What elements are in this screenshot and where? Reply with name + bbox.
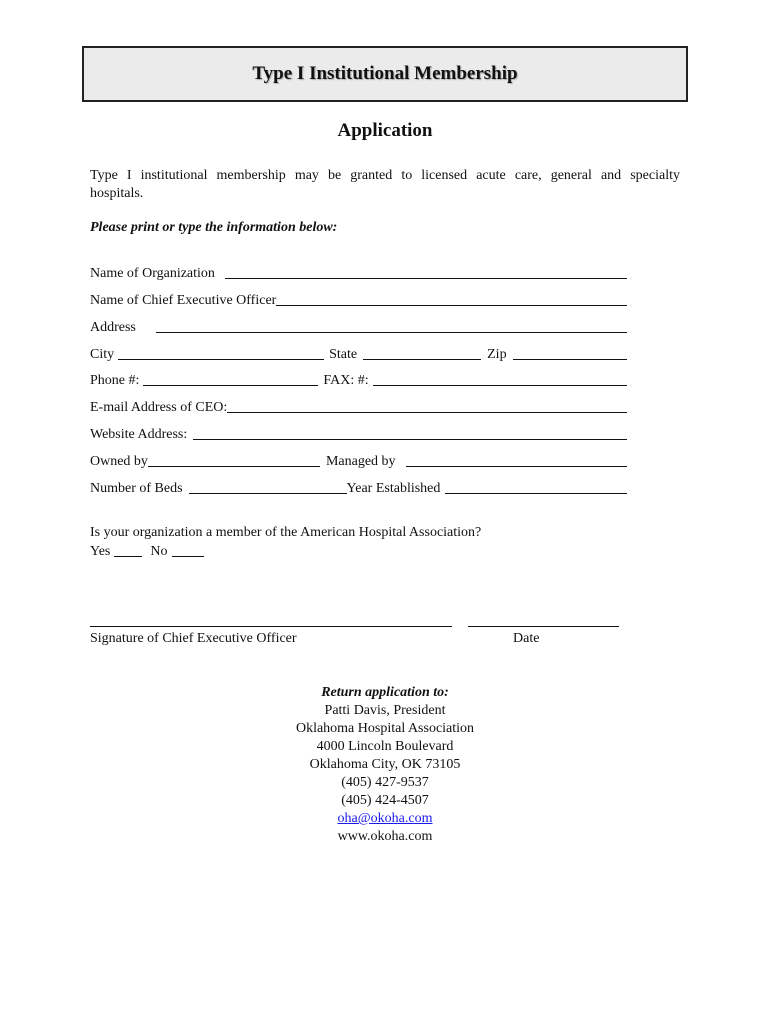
city-state-zip-row xyxy=(90,345,627,363)
managed-by-label: Managed by xyxy=(325,454,396,469)
return-title: Return application to: xyxy=(321,685,449,700)
contact-city: Oklahoma City, OK 73105 xyxy=(309,757,461,772)
instruction-text: Please print or type the information below: xyxy=(90,220,338,235)
date-field[interactable] xyxy=(468,626,619,627)
zip-field[interactable] xyxy=(513,359,627,360)
beds-year-row xyxy=(90,479,627,497)
beds-label: Number of Beds xyxy=(90,481,183,496)
organization-label: Name of Organization xyxy=(90,266,215,281)
ceo-name-label: Name of Chief Executive Officer xyxy=(90,293,277,308)
state-label: State xyxy=(329,347,358,362)
address-field[interactable] xyxy=(156,332,627,333)
ceo-name-field[interactable] xyxy=(276,305,627,306)
state-field[interactable] xyxy=(363,359,481,360)
no-label: No xyxy=(150,544,168,559)
fax-label: FAX: #: xyxy=(323,373,369,388)
ceo-email-row xyxy=(90,398,627,416)
yes-label: Yes xyxy=(90,544,111,559)
contact-phone-1: (405) 427-9537 xyxy=(341,775,429,790)
contact-website: www.okoha.com xyxy=(337,829,433,844)
city-field[interactable] xyxy=(118,359,324,360)
document-subtitle: Application xyxy=(337,120,433,141)
aha-question: Is your organization a member of the American Hospital Association? xyxy=(90,525,482,540)
phone-label: Phone #: xyxy=(90,373,140,388)
phone-field[interactable] xyxy=(143,385,318,386)
website-field[interactable] xyxy=(193,439,627,440)
fax-field[interactable] xyxy=(373,385,627,386)
organization-field[interactable] xyxy=(225,278,627,279)
owned-managed-row xyxy=(90,452,627,470)
website-row xyxy=(90,425,627,443)
signature-field[interactable] xyxy=(90,626,452,627)
zip-label: Zip xyxy=(487,347,507,362)
contact-name: Patti Davis, President xyxy=(324,703,446,718)
phone-fax-row xyxy=(90,371,627,389)
ceo-email-label: E-mail Address of CEO: xyxy=(90,400,228,415)
intro-paragraph: Type I institutional membership may be granted to licensed acute care, general and specialty hospitals. xyxy=(90,168,680,201)
aha-answer-row xyxy=(90,542,204,560)
return-address-block xyxy=(0,684,770,846)
signature-label: Signature of Chief Executive Officer xyxy=(90,631,297,646)
owned-by-label: Owned by xyxy=(90,454,148,469)
year-established-field[interactable] xyxy=(445,493,627,494)
contact-phone-2: (405) 424-4507 xyxy=(341,793,429,808)
date-label: Date xyxy=(513,631,540,646)
organization-row xyxy=(90,264,627,282)
year-established-label: Year Established xyxy=(346,481,441,496)
ceo-name-row xyxy=(90,291,627,309)
address-label: Address xyxy=(90,320,136,335)
owned-by-field[interactable] xyxy=(148,466,320,467)
contact-email-link[interactable]: oha@okoha.com xyxy=(337,811,433,826)
title-box xyxy=(82,46,688,102)
managed-by-field[interactable] xyxy=(406,466,627,467)
address-row xyxy=(90,318,627,336)
beds-field[interactable] xyxy=(189,493,347,494)
contact-organization: Oklahoma Hospital Association xyxy=(295,721,475,736)
website-label: Website Address: xyxy=(90,427,188,442)
city-label: City xyxy=(90,347,115,362)
no-field[interactable] xyxy=(172,556,204,557)
contact-street: 4000 Lincoln Boulevard xyxy=(316,739,454,754)
document-title: Type I Institutional Membership xyxy=(252,63,518,84)
ceo-email-field[interactable] xyxy=(227,412,627,413)
yes-field[interactable] xyxy=(114,556,142,557)
